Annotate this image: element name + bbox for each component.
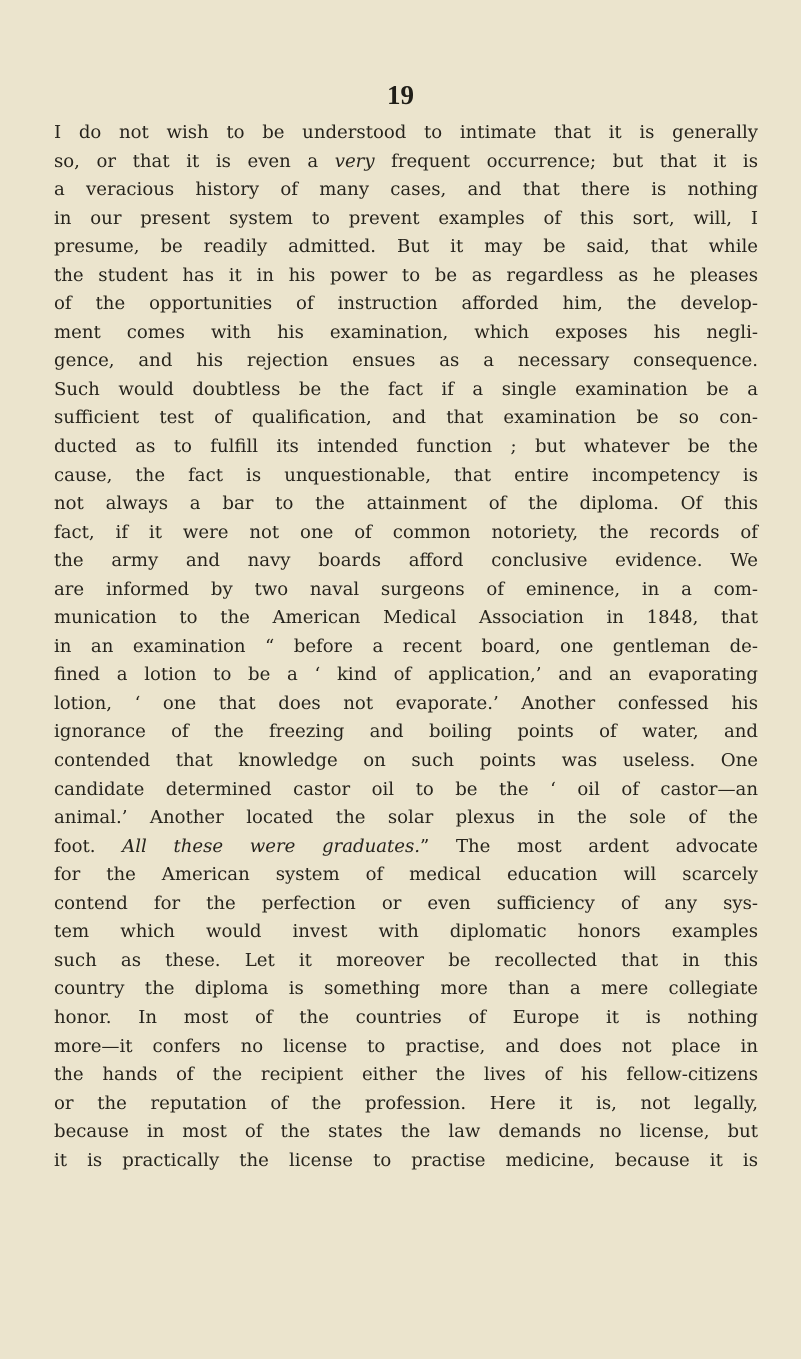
text-line: sufficient test of qualification, and that examination be so con- bbox=[54, 407, 758, 429]
text-line: the student has it in his power to be as regardless as he pleases bbox=[54, 264, 758, 286]
text-line: ducted as to fulfill its intended function ; but whatever be the bbox=[54, 436, 758, 458]
text-line: foot. All these were graduates.” The most ardent advocate bbox=[54, 835, 758, 857]
text-line: country the diploma is something more than a mere collegiate bbox=[54, 978, 758, 1000]
text-line: are informed by two naval surgeons of eminence, in a com- bbox=[54, 578, 758, 600]
text-line: contended that knowledge on such points was useless. One bbox=[54, 750, 758, 772]
text-line: for the American system of medical education will scarcely bbox=[54, 864, 758, 886]
text-line: it is practically the license to practise medicine, because it is bbox=[54, 1149, 758, 1171]
text-line: the hands of the recipient either the lives of his fellow-citizens bbox=[54, 1064, 758, 1086]
text-line: because in most of the states the law demands no license, but bbox=[54, 1121, 758, 1143]
text-line: munication to the American Medical Association in 1848, that bbox=[54, 607, 758, 629]
text-line: not always a bar to the attainment of the diploma. Of this bbox=[54, 493, 758, 515]
text-line: fined a lotion to be a ‘ kind of application,’ and an evaporating bbox=[54, 664, 758, 686]
text-line: contend for the perfection or even sufficiency of any sys- bbox=[54, 892, 758, 914]
text-line: so, or that it is even a very frequent occurrence; but that it is bbox=[54, 150, 758, 172]
text-line: the army and navy boards afford conclusive evidence. We bbox=[54, 550, 758, 572]
text-line: in an examination “ before a recent board, one gentleman de- bbox=[54, 635, 758, 657]
text-line: in our present system to prevent examples of this sort, will, I bbox=[54, 207, 758, 229]
text-line: fact, if it were not one of common notoriety, the records of bbox=[54, 521, 758, 543]
text-line: a veracious history of many cases, and that there is nothing bbox=[54, 179, 758, 201]
text-line: gence, and his rejection ensues as a necessary consequence. bbox=[54, 350, 758, 372]
text-line: lotion, ‘ one that does not evaporate.’ Another confessed his bbox=[54, 692, 758, 714]
text-line: or the reputation of the profession. Here it is, not legally, bbox=[54, 1092, 758, 1114]
text-line: tem which would invest with diplomatic honors examples bbox=[54, 921, 758, 943]
text-line: cause, the fact is unquestionable, that entire incompetency is bbox=[54, 464, 758, 486]
text-line: ignorance of the freezing and boiling points of water, and bbox=[54, 721, 758, 743]
text-line: Such would doubtless be the fact if a single examination be a bbox=[54, 378, 758, 400]
text-line: such as these. Let it moreover be recollected that in this bbox=[54, 949, 758, 971]
text-line: more—it confers no license to practise, and does not place in bbox=[54, 1035, 758, 1057]
text-line: I do not wish to be understood to intimate that it is generally bbox=[54, 122, 758, 143]
text-line: presume, be readily admitted. But it may be said, that while bbox=[54, 236, 758, 258]
text-line: animal.’ Another located the solar plexus in the sole of the bbox=[54, 807, 758, 829]
page-number: 19 bbox=[387, 80, 414, 110]
text-line: of the opportunities of instruction afforded him, the develop- bbox=[54, 293, 758, 315]
body-paragraph bbox=[54, 119, 758, 1175]
text-line: candidate determined castor oil to be the ‘ oil of castor—an bbox=[54, 778, 758, 800]
text-line: honor. In most of the countries of Europe it is nothing bbox=[54, 1006, 758, 1028]
text-line: ment comes with his examination, which exposes his negli- bbox=[54, 321, 758, 343]
